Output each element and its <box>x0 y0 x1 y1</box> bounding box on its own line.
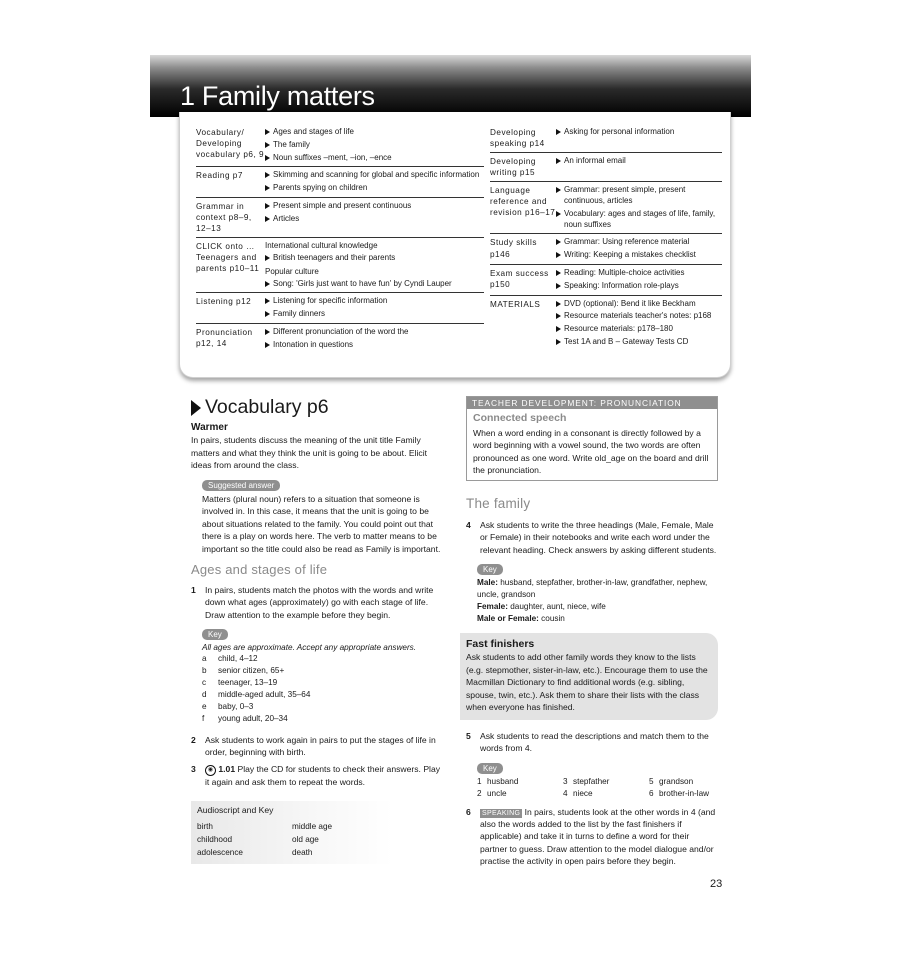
overview-item-text: Speaking: Information role-plays <box>564 280 679 290</box>
key-item-letter: f <box>202 713 205 723</box>
match-key-item <box>477 788 563 800</box>
audioscript-word: adolescence <box>197 847 243 857</box>
match-key-grid <box>477 776 718 800</box>
overview-item <box>556 127 722 138</box>
triangle-bullet-icon <box>556 252 561 258</box>
exercise-text: Ask students to work again in pairs to put the stages of life in order, beginning with birth. <box>205 734 436 758</box>
overview-item <box>265 327 484 338</box>
match-key-word: niece <box>573 788 593 798</box>
fast-finishers-box <box>460 633 718 720</box>
overview-row-items <box>265 296 484 320</box>
triangle-bullet-icon <box>265 311 270 317</box>
overview-row-label: MATERIALS <box>490 299 541 309</box>
match-key-word: husband <box>487 776 519 786</box>
match-key-number: 3 <box>563 776 568 786</box>
triangle-bullet-icon <box>556 129 561 135</box>
overview-item-text: Ages and stages of life <box>273 127 354 136</box>
triangle-bullet-icon <box>265 129 270 135</box>
teacher-development-box <box>466 396 718 481</box>
triangle-bullet-icon <box>556 339 561 345</box>
key-item <box>202 677 441 689</box>
match-key-item <box>649 776 718 788</box>
right-column <box>466 396 718 868</box>
overview-row-items <box>556 156 722 178</box>
overview-item-text: British teenagers and their parents <box>273 252 396 262</box>
suggested-answer-text: Matters (plural noun) refers to a situation that someone is involved in. In this case, it means that the unit is going to be about situations related to the family. You could point out that there is a play on words here. The verb to matter means to be important so the title could also be read as Family is important. <box>202 493 441 554</box>
audioscript-word: death <box>292 847 313 857</box>
overview-item <box>556 337 722 348</box>
overview-item <box>265 309 484 320</box>
overview-item <box>265 127 484 138</box>
triangle-bullet-icon <box>265 216 270 222</box>
match-key-item <box>649 788 718 800</box>
overview-row-items <box>556 127 722 149</box>
key-item-text: teenager, 13–19 <box>218 678 278 687</box>
overview-row-items <box>265 170 484 194</box>
triangle-bullet-icon <box>265 172 270 178</box>
match-key-word: brother-in-law <box>659 788 710 798</box>
triangle-bullet-icon <box>556 283 561 289</box>
exercise-text: Ask students to read the descriptions and match them to the words from 4. <box>480 730 709 754</box>
match-key-number: 6 <box>649 788 654 798</box>
key-label: Key <box>477 564 503 575</box>
exercise-number: 6 <box>466 806 471 817</box>
key-item-letter: b <box>202 666 207 676</box>
match-key-number: 5 <box>649 776 654 786</box>
triangle-bullet-icon <box>556 326 561 332</box>
overview-row <box>196 167 484 198</box>
exercise-3 <box>191 763 441 788</box>
audioscript-grid <box>197 820 387 859</box>
warmer-text: In pairs, students discuss the meaning of the unit title Family matters and what they think the unit is going to be about. Elicit ideas from around the class. <box>191 435 427 471</box>
overview-row-label: Pronunciation p12, 14 <box>196 327 253 349</box>
overview-row-items <box>556 237 722 261</box>
key-item-text: young adult, 20–34 <box>218 713 288 723</box>
overview-item <box>265 340 484 351</box>
overview-item <box>556 209 722 231</box>
overview-row-label: CLICK onto … Teenagers and parents p10–11 <box>196 242 260 274</box>
exercise-number: 5 <box>466 730 471 741</box>
overview-item <box>265 296 484 307</box>
key-item-text: baby, 0–3 <box>218 701 254 711</box>
overview-row-items <box>265 201 484 234</box>
key-label: Key <box>477 763 503 774</box>
overview-item-text: Test 1A and B – Gateway Tests CD <box>564 337 689 347</box>
key-item-letter: d <box>202 689 207 699</box>
overview-item <box>265 153 484 164</box>
key-male-or-female: Male or Female: cousin <box>477 613 565 623</box>
overview-row-label: Study skills p146 <box>490 238 537 259</box>
overview-item-text: Writing: Keeping a mistakes checklist <box>564 250 696 260</box>
match-key-number: 1 <box>477 776 482 786</box>
overview-item <box>556 268 722 279</box>
triangle-bullet-icon <box>265 342 270 348</box>
key-item <box>202 665 441 677</box>
triangle-bullet-icon <box>556 270 561 276</box>
overview-row <box>196 293 484 324</box>
overview-row <box>196 198 484 238</box>
overview-row-label: Vocabulary/ Developing vocabulary p6, 9 <box>196 128 265 160</box>
overview-row-label: Exam success p150 <box>490 269 549 290</box>
triangle-bullet-icon <box>265 142 270 148</box>
overview-item-text: Different pronunciation of the word the <box>273 326 409 336</box>
connected-speech-heading: Connected speech <box>473 412 567 424</box>
match-key-word: uncle <box>487 788 507 798</box>
audioscript-word: middle age <box>292 821 333 831</box>
ages-key-list <box>202 653 441 724</box>
key-male: Male: husband, stepfather, brother-in-law, grandfather, nephew, uncle, grandson <box>477 578 708 600</box>
exercise-4 <box>466 519 718 556</box>
overview-row-items <box>556 299 722 348</box>
overview-row <box>196 238 484 293</box>
exercise-number: 3 <box>191 764 196 775</box>
key-item <box>202 701 441 713</box>
exercise-5 <box>466 730 718 755</box>
match-key-block <box>477 763 718 800</box>
overview-row <box>490 234 722 265</box>
overview-row-label: Grammar in context p8–9, 12–13 <box>196 201 252 234</box>
triangle-bullet-icon <box>265 185 270 191</box>
match-key-word: stepfather <box>573 776 610 786</box>
teacher-development-heading: TEACHER DEVELOPMENT: PRONUNCIATION <box>467 397 717 409</box>
overview-row <box>490 182 722 234</box>
fast-finishers-heading: Fast finishers <box>466 637 535 650</box>
overview-item <box>265 201 484 212</box>
key-item <box>202 689 441 701</box>
key-item-letter: c <box>202 678 207 687</box>
triangle-bullet-icon <box>265 155 270 161</box>
overview-row-items <box>265 241 484 289</box>
unit-overview-box <box>179 112 731 378</box>
triangle-bullet-icon <box>265 203 270 209</box>
cd-icon: ◉ <box>205 765 216 776</box>
overview-row <box>490 265 722 296</box>
triangle-bullet-icon <box>556 187 561 193</box>
overview-item-text: Intonation in questions <box>273 339 354 349</box>
key-female: Female: daughter, aunt, niece, wife <box>477 602 606 612</box>
match-key-item <box>563 788 649 800</box>
match-key-number: 4 <box>563 788 568 798</box>
overview-item-text: Resource materials: p178–180 <box>564 324 673 334</box>
vocabulary-heading <box>191 395 441 420</box>
family-heading: The family <box>466 496 531 512</box>
triangle-bullet-icon <box>265 281 270 287</box>
match-key-item <box>477 776 563 788</box>
overview-row-label: Developing speaking p14 <box>490 128 545 149</box>
warmer-heading: Warmer <box>191 422 228 434</box>
page-number: 23 <box>710 878 723 890</box>
overview-item-text: DVD (optional): Bend it like Beckham <box>564 298 696 308</box>
overview-row <box>490 296 722 351</box>
match-key-number: 2 <box>477 788 482 798</box>
overview-item <box>265 253 484 264</box>
overview-item-text: Resource materials teacher's notes: p168 <box>564 311 712 321</box>
overview-row <box>196 324 484 354</box>
overview-item-text: Noun suffixes –ment, –ion, –ence <box>273 152 392 162</box>
key-item <box>202 713 441 725</box>
overview-item <box>556 324 722 335</box>
overview-row-label: Language reference and revision p16–17 <box>490 186 556 218</box>
overview-row-items <box>556 185 722 230</box>
key-label: Key <box>202 629 228 640</box>
overview-item-text: Song: 'Girls just want to have fun' by Cyndi Lauper <box>273 278 452 288</box>
overview-row <box>490 124 722 153</box>
overview-item <box>265 214 484 225</box>
overview-subheading: International cultural knowledge <box>265 241 378 251</box>
key-item-text: child, 4–12 <box>218 654 258 664</box>
connected-speech-text: When a word ending in a consonant is directly followed by a word beginning with a vowel sound, the two words are often pronounced as one word. Write old_age on the board and drill the pronunciation. <box>473 427 709 475</box>
triangle-bullet-icon <box>265 255 270 261</box>
triangle-bullet-icon <box>556 301 561 307</box>
key-item-text: senior citizen, 65+ <box>218 666 285 676</box>
overview-subheading: Popular culture <box>265 266 319 276</box>
key-item-letter: e <box>202 701 207 711</box>
triangle-bullet-icon <box>556 239 561 245</box>
exercise-text: In pairs, students match the photos with the words and write down what ages (approximately) go with each stage of life. Draw attention to the example before they begin. <box>205 585 434 620</box>
fast-finishers-text: Ask students to add other family words they know to the lists (e.g. stepmother, sister-in-law, etc.). Encourage them to use the Macmillan Dictionary to find additional words (e.g. sibling, spouse, twin, etc.). Ask them to share their lists with the class when everyone has finished. <box>466 652 708 713</box>
overview-row-label: Developing writing p15 <box>490 157 536 178</box>
overview-item-text: Reading: Multiple-choice activities <box>564 268 685 278</box>
unit-header-band <box>150 55 751 117</box>
triangle-bullet-icon <box>556 158 561 164</box>
audioscript-word: birth <box>197 821 213 831</box>
exercise-6 <box>466 806 718 868</box>
triangle-icon <box>191 400 201 416</box>
overview-row-label: Listening p12 <box>196 297 252 307</box>
overview-row <box>196 124 484 167</box>
suggested-answer-label: Suggested answer <box>202 480 280 491</box>
overview-item-text: An informal email <box>564 156 626 166</box>
overview-item <box>556 156 722 167</box>
overview-item-text: Present simple and present continuous <box>273 200 412 210</box>
exercise-text: Play the CD for students to check their answers. Play it again and ask them to repeat the words. <box>205 764 441 787</box>
overview-row-items <box>265 127 484 163</box>
exercise-2 <box>191 734 441 759</box>
audioscript-word: old age <box>292 834 319 844</box>
key-item-letter: a <box>202 654 207 664</box>
overview-item-text: Grammar: present simple, present continuous, articles <box>564 185 686 206</box>
family-key-block <box>477 564 718 624</box>
exercise-text: In pairs, students look at the other words in 4 (and also the words added to the list by the fast finishers if applicable) and take it in turns to define a word for their partner to guess. Draw attention to the model dialogue and/or practise the activity in open pairs before they begin. <box>480 806 716 867</box>
triangle-bullet-icon <box>556 211 561 217</box>
overview-item-text: Parents spying on children <box>273 183 368 193</box>
overview-item <box>265 170 484 181</box>
overview-item-text: The family <box>273 139 310 149</box>
overview-row <box>490 153 722 182</box>
exercise-1 <box>191 584 441 621</box>
overview-left-column <box>196 124 484 354</box>
match-key-item <box>563 776 649 788</box>
unit-title: 1 Family matters <box>180 80 375 111</box>
overview-item <box>556 299 722 310</box>
triangle-bullet-icon <box>556 313 561 319</box>
triangle-bullet-icon <box>265 329 270 335</box>
overview-item <box>556 237 722 248</box>
overview-item <box>556 185 722 207</box>
match-key-word: grandson <box>659 776 694 786</box>
overview-item-text: Articles <box>273 213 300 223</box>
overview-item-text: Vocabulary: ages and stages of life, family, noun suffixes <box>564 208 716 229</box>
overview-right-column <box>490 124 722 351</box>
exercise-number: 2 <box>191 734 196 745</box>
exercise-text: Ask students to write the three headings (Male, Female, Male or Female) in their notebooks and write each word under the relevant heading. Check answers by asking different students. <box>480 520 717 555</box>
key-block <box>202 629 441 724</box>
overview-item <box>556 250 722 261</box>
audioscript-title: Audioscript and Key <box>197 805 274 816</box>
overview-item-text: Skimming and scanning for global and specific information <box>273 170 480 180</box>
vocabulary-title: Vocabulary p6 <box>205 396 329 418</box>
ages-heading: Ages and stages of life <box>191 562 328 578</box>
overview-item <box>265 279 484 290</box>
exercise-number: 1 <box>191 585 196 596</box>
suggested-answer-block <box>202 480 441 555</box>
track-number: 1.01 <box>218 764 236 775</box>
audioscript-word: childhood <box>197 834 233 844</box>
left-column <box>191 395 441 864</box>
overview-row-items <box>265 327 484 351</box>
overview-item <box>556 311 722 322</box>
exercise-number: 4 <box>466 520 471 530</box>
overview-item <box>556 281 722 292</box>
key-item <box>202 653 441 665</box>
key-note: All ages are approximate. Accept any appropriate answers. <box>202 642 417 652</box>
audioscript-box <box>191 801 393 864</box>
speaking-tag: SPEAKING <box>482 809 521 817</box>
key-item-text: middle-aged adult, 35–64 <box>218 689 311 699</box>
overview-item-text: Family dinners <box>273 309 326 319</box>
overview-item-text: Grammar: Using reference material <box>564 237 690 247</box>
overview-item <box>265 140 484 151</box>
overview-item-text: Asking for personal information <box>564 127 675 136</box>
overview-row-label: Reading p7 <box>196 171 243 181</box>
overview-item-text: Listening for specific information <box>273 296 388 306</box>
overview-item <box>265 183 484 194</box>
overview-row-items <box>556 268 722 292</box>
triangle-bullet-icon <box>265 298 270 304</box>
